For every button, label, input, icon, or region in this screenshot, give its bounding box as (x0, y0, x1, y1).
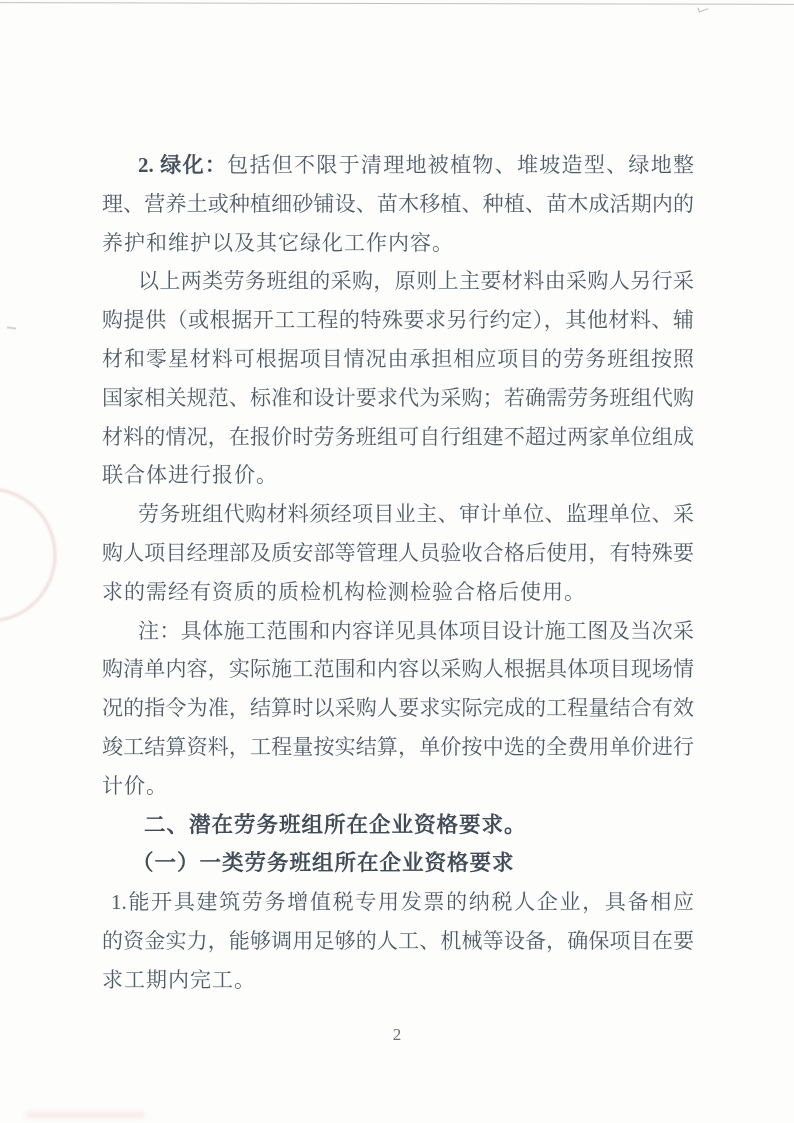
para-greening-lead: 2. 绿化： (138, 153, 228, 177)
para-note-line-4: 竣工结算资料，工程量按实结算，单价按中选的全费用单价进行 (102, 734, 694, 759)
para-procurement-line-4: 国家相关规范、标准和设计要求代为采购；若确需劳务班组代购 (102, 385, 694, 410)
para-qualification-line-1: 1.能开具建筑劳务增值税专用发票的纳税人企业，具备相应 (111, 890, 694, 915)
para-procurement-line-2: 购提供（或根据开工工程的特殊要求另行约定），其他材料、辅 (102, 308, 694, 333)
para-greening-line-3: 养护和维护以及其它绿化工作内容。 (102, 230, 454, 255)
para-procurement-line-5: 材料的情况，在报价时劳务班组可自行组建不超过两家单位组成 (102, 424, 694, 449)
para-procurement-line-3: 材和零星材料可根据项目情况由承担相应项目的劳务班组按照 (102, 346, 694, 371)
para-qualification-line-3: 求工期内完工。 (102, 967, 256, 992)
document-body (102, 146, 694, 1000)
section-heading: 二、潜在劳务班组所在企业资格要求。 (144, 812, 527, 837)
scan-dash-artifact (7, 326, 16, 329)
scan-edge-line (0, 2, 794, 5)
para-procurement-line-1: 以上两类劳务班组的采购，原则上主要材料由采购人另行采 (138, 269, 694, 294)
para-greening-line-1 (102, 146, 694, 185)
para-inspection-line-2: 购人项目经理部及质安部等管理人员验收合格后使用，有特殊要 (102, 540, 694, 565)
para-inspection-line-3: 求的需经有资质的质检机构检测检验合格后使用。 (102, 579, 586, 604)
scan-smudge-artifact (25, 1112, 145, 1118)
para-note-line-3: 况的指令为准，结算时以采购人要求实际完成的工程量结合有效 (102, 696, 694, 721)
para-note-line-2: 购清单内容，实际施工范围和内容以采购人根据具体项目现场情 (102, 657, 694, 682)
subsection-heading: （一）一类劳务班组所在企业资格要求 (132, 851, 515, 876)
para-note-line-5: 计价。 (102, 773, 168, 798)
para-greening-text: 包括但不限于清理地被植物、堆坡造型、绿地整 (227, 153, 695, 177)
para-note-line-1: 注：具体施工范围和内容详见具体项目设计施工图及当次采 (138, 618, 694, 643)
page-number: 2 (392, 1025, 402, 1044)
stamp-mark (0, 488, 56, 622)
para-greening-line-2: 理、营养土或种植细砂铺设、苗木移植、种植、苗木成活期内的 (102, 191, 694, 216)
para-inspection-line-1: 劳务班组代购材料须经项目业主、审计单位、监理单位、采 (138, 502, 694, 527)
para-qualification-line-2: 的资金实力，能够调用足够的人工、机械等设备，确保项目在要 (102, 928, 694, 953)
para-procurement-line-6: 联合体进行报价。 (102, 463, 278, 488)
scan-tick-mark (697, 4, 708, 12)
